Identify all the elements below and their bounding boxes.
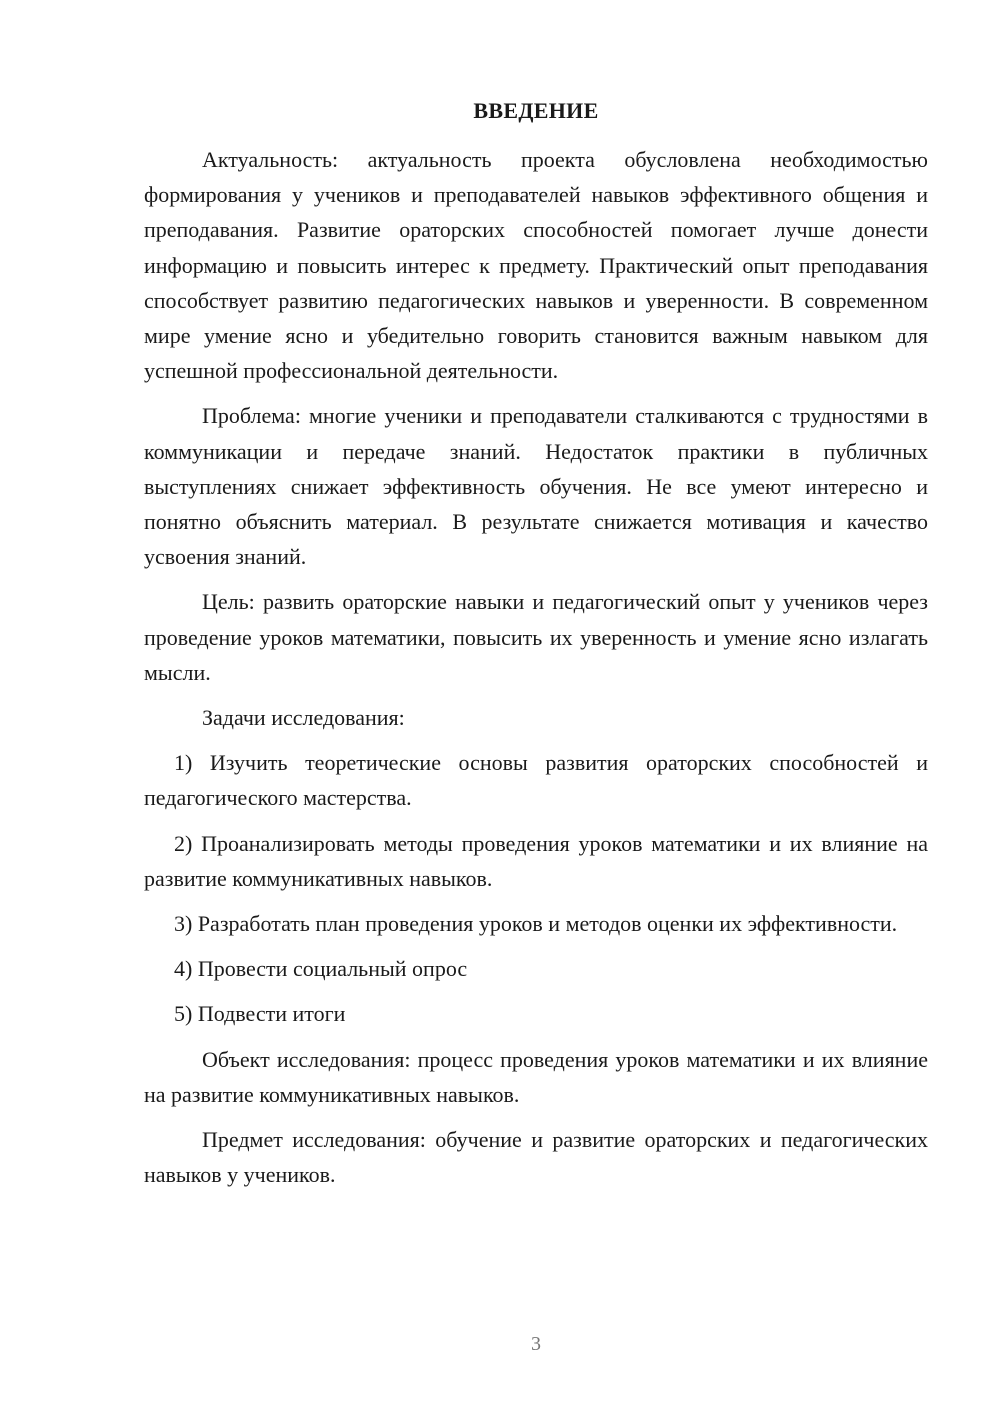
paragraph-relevance: Актуальность: актуальность проекта обусловлена необходимостью формирования у учеников и преподавателей навыков эффективного общения и преподавания. Развитие ораторских способностей помогает лучше донести информацию и повысить интерес к предмету. Практический опыт преподавания способствует развитию педагогических навыков и уверенности. В современном мире умение ясно и убедительно говорить становится важным навыком для успешной профессиональной деятельности. bbox=[144, 147, 928, 384]
paragraph-subject: Предмет исследования: обучение и развитие ораторских и педагогических навыков у учеников. bbox=[144, 1127, 928, 1188]
task-item-2: 2) Проанализировать методы проведения уроков математики и их влияние на развитие коммуникативных навыков. bbox=[144, 830, 928, 891]
paragraph-problem: Проблема: многие ученики и преподаватели сталкиваются с трудностями в коммуникации и передаче знаний. Недостаток практики в публичных выступлениях снижает эффективность обучения. Не все умеют интересно и понятно объяснить материал. В результате снижается мотивация и качество усвоения знаний. bbox=[144, 403, 928, 570]
paragraph-object: Объект исследования: процесс проведения уроков математики и их влияние на развитие коммуникативных навыков. bbox=[144, 1046, 928, 1107]
task-item-1: 1) Изучить теоретические основы развития ораторских способностей и педагогического мастерства. bbox=[144, 750, 928, 811]
task-item-5: 5) Подвести итоги bbox=[174, 1001, 346, 1027]
page-number: 3 bbox=[531, 1333, 541, 1355]
paragraph-tasks-heading: Задачи исследования: bbox=[202, 705, 405, 731]
task-item-3: 3) Разработать план проведения уроков и методов оценки их эффективности. bbox=[174, 911, 898, 937]
paragraph-goal: Цель: развить ораторские навыки и педагогический опыт у учеников через проведение уроков математики, повысить их уверенность и умение ясно излагать мысли. bbox=[144, 589, 928, 685]
document-body bbox=[144, 142, 928, 1202]
page-title: ВВЕДЕНИЕ bbox=[473, 98, 599, 123]
task-item-4: 4) Провести социальный опрос bbox=[174, 956, 468, 982]
